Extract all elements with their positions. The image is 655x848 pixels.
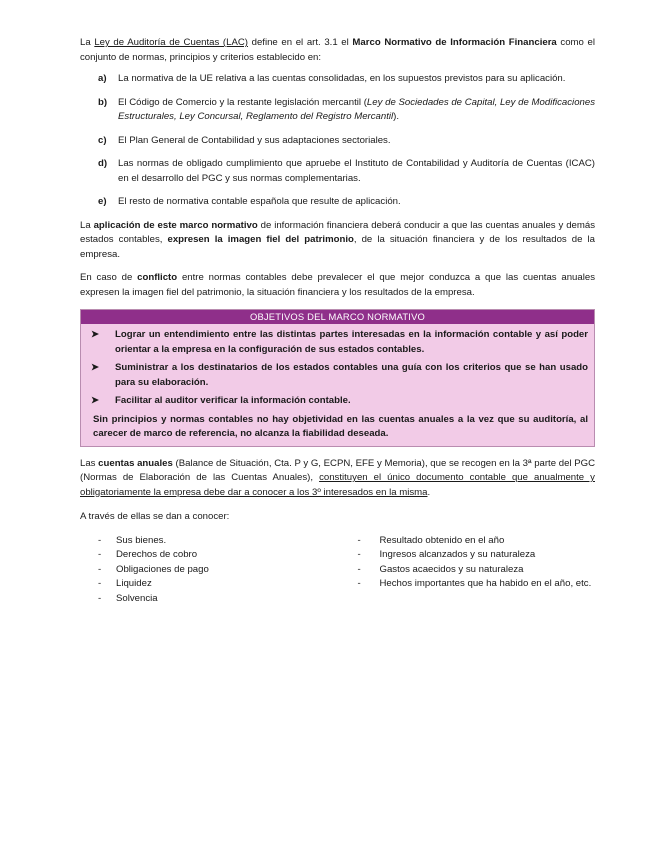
dash-bullet: - [357,534,361,546]
para-bold: expresen la imagen fiel del patrimonio [167,234,354,245]
intro-text: define en el art. 3.1 el [247,37,353,48]
objective-text: Facilitar al auditor verificar la información contable. [115,395,351,406]
list-marker: d) [98,158,108,169]
intro-text: La [80,37,95,48]
list-item [80,72,595,87]
list-item-text: Gastos acaecidos y su naturaleza [379,563,524,575]
dash-bullet: - [98,578,102,589]
dash-bullet: - [357,549,361,560]
list-item [80,134,595,149]
list-item [80,534,318,549]
objective-item [89,394,588,409]
objective-item [89,361,588,390]
para-text: , de la situación financiera y de los resultados de la empresa. [80,234,595,260]
application-paragraph [80,219,595,263]
dash-bullet: - [357,563,361,575]
list-item-text: La normativa de la UE relativa a las cuentas consolidadas, en los supuestos previstos para su aplicación. [118,73,566,84]
dash-bullet: - [98,534,102,546]
objective-item [89,328,588,357]
list-item [80,563,318,578]
disclosure-list-left [80,534,318,607]
list-item [80,195,595,210]
list-item-text: Hechos importantes que ha habido en el año, etc. [379,578,592,589]
list-item-text: Liquidez [116,578,152,589]
para-text: . [427,486,431,498]
list-item [80,157,595,186]
list-item [80,96,595,125]
conflict-paragraph [80,271,595,300]
framework-list [80,72,595,210]
para-text: (Balance de Situación, Cta. P y G, ECPN, EFE y Memoria), que se recogen en la 3ª parte del PGC (Normas de Elaboración de las Cuentas Anuales), [80,457,596,483]
dash-bullet: - [98,563,102,575]
list-item [358,563,596,578]
list-item [80,592,318,607]
list-marker: e) [98,196,107,207]
list-item-text: Solvencia [116,592,158,604]
disclosure-list-right [318,534,596,607]
para-text: Las [80,457,99,469]
arrow-bullet-icon: ➤ [91,395,100,406]
para-text: En caso de [80,272,138,283]
list-item [80,548,318,563]
objectives-box [80,309,595,447]
list-item-text: El Plan General de Contabilidad y sus adaptaciones sectoriales. [118,134,391,146]
intro-paragraph [80,36,595,65]
annual-accounts-paragraph [80,457,595,501]
list-marker: c) [98,134,107,146]
list-marker: b) [98,96,108,108]
lac-link-text: Ley de Auditoría de Cuentas (LAC) [94,37,248,48]
list-item-text-part: ). [393,111,400,122]
list-item-text: El resto de normativa contable española que resulte de aplicación. [118,196,401,207]
list-item [80,577,318,592]
intro-text: como el conjunto de normas, principios y criterios establecido en: [80,37,595,63]
disclosure-intro: A través de ellas se dan a conocer: [80,511,230,522]
para-bold: aplicación de este marco normativo [93,219,258,231]
dash-bullet: - [357,578,361,589]
para-text: de información financiera deberá conducir a que las cuentas anuales y demás estados contables, [80,219,596,245]
list-item-text: Derechos de cobro [116,549,198,560]
para-text: La [80,219,94,231]
list-item [358,577,596,592]
document-page [80,36,595,606]
objectives-conclusion: Sin principios y normas contables no hay objetividad en las cuentas anuales a la vez que su auditoría, al carecer de marco de referencia, no alcanza la fiabilidad deseada. [93,413,588,439]
objectives-box-body [81,324,594,446]
objective-text: Lograr un entendimiento entre las distintas partes interesadas en la información contable y así poder orientar a la empresa en la configuración de sus estados contables. [115,329,588,355]
arrow-bullet-icon: ➤ [91,329,100,340]
mnif-term: Marco Normativo de Información Financiera [352,37,557,48]
list-item-text-part: El Código de Comercio y la restante legislación mercantil ( [118,96,367,108]
dash-bullet: - [98,549,102,560]
list-item-text: Obligaciones de pago [116,563,209,575]
objectives-box-title: OBJETIVOS DEL MARCO NORMATIVO [81,310,594,324]
list-item-text [118,96,595,125]
list-item-text: Resultado obtenido en el año [379,534,505,546]
list-item [358,534,596,549]
list-item-text: Ingresos alcanzados y su naturaleza [379,549,536,560]
para-text: entre normas contables debe prevalecer el que mejor conduzca a que las cuentas anuales expresen la imagen fiel del patrimonio, la situación financiera y los resultados de la empresa. [80,272,595,298]
dash-bullet: - [98,592,102,604]
disclosure-lists [80,534,595,607]
arrow-bullet-icon: ➤ [91,362,100,373]
law-names: Ley de Sociedades de Capital, Ley de Modificaciones Estructurales, Ley Concursal, Reglamento del Registro Mercantil [118,96,595,122]
para-bold: conflicto [137,272,178,283]
para-underlined: constituyen el único documento contable que anualmente y obligatoriamente la empresa debe dar a conocer a los 3º interesados en la misma [80,472,595,498]
list-marker: a) [98,73,107,84]
list-item-text: Sus bienes. [116,534,167,546]
list-item [358,548,596,563]
list-item-text: Las normas de obligado cumplimiento que apruebe el Instituto de Contabilidad y Auditoría de Cuentas (ICAC) en el desarrollo del PGC y sus normas complementarias. [118,158,595,184]
para-bold: cuentas anuales [98,457,173,469]
objective-text: Suministrar a los destinatarios de los estados contables una guía con los criterios que se han usado para su elaboración. [115,362,588,388]
